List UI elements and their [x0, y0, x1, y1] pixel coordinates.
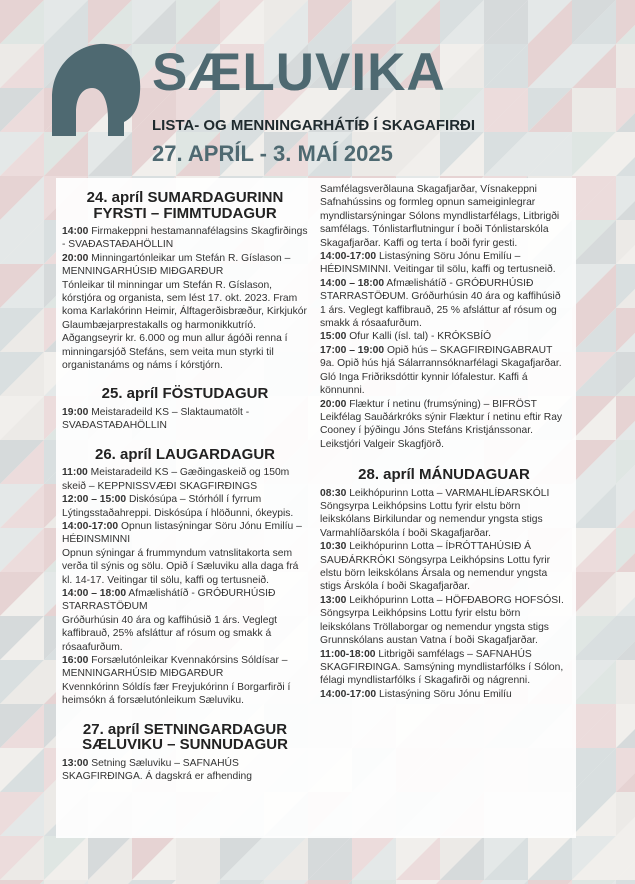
- event-text: Flæktur í netinu (frumsýning) – BIFRÖST Leikfélag Sauðárkróks sýnir Flæktur í netinu eftir Ray Cooney í þýðingu Jóns Stefáns Kristjánssonar. Leikstjóri Valgeir Skagfjörð.: [320, 398, 563, 450]
- page-title: SÆLUVIKA: [152, 43, 446, 102]
- event-time: 14:00: [62, 226, 89, 237]
- event-time: 14:00 – 18:00: [320, 277, 385, 289]
- day-heading: 25. apríl FÖSTUDAGUR: [101, 385, 269, 403]
- event-text: Listasýning Söru Jónu Emilíu: [376, 688, 512, 700]
- event-time: 13:00: [62, 757, 89, 769]
- event-text: Listasýning Söru Jónu Emilíu – HÉÐINSMINNI. Veitingar til sölu, kaffi og tertusneið.: [320, 251, 556, 276]
- event-time: 10:30: [320, 541, 347, 553]
- event-text: Leikhópurinn Lotta – HÖFÐABORG HOFSÓSI. Söngsyrpa Leikhópsins Lottu fyrir elstu börn leikskólans Tröllaborgar og nemendur yngsta stigs Grunnskólans austan Vatna í boði Skagafjarðar.: [320, 594, 564, 647]
- day-heading: 28. apríl MÁNUDAGUAR: [358, 466, 530, 484]
- event-time: 14:00 – 18:00: [62, 587, 127, 599]
- event-text: Diskósúpa – Stórhóll í fyrrum Lýtingsstaðahreppi. Diskósúpa í hlöðunni, ókeypis.: [62, 494, 294, 519]
- event-item: [62, 757, 308, 784]
- event-text: Opið hús – SKAGFIRÐINGABRAUT 9a. Opið hús hjá Sálarrannsóknarfélagi Skagafjarðar. Gló Inga Friðriksdóttir kynnir lófalestur. Kaffi á könnunni.: [320, 344, 562, 397]
- event-time: 11:00: [62, 467, 88, 479]
- event-text: Samfélagsverðlauna Skagafjarðar, Vísnakeppni Safnahússins og formleg opnun sameiginlegrar myndlistarsýningar Sólons myndlistarfélags, Litbrigði samfélags. Tónlistarflutningur í boði Tónlistarskóla Skagafjarðar. Kaffi og terta í boði fyrir gesti.: [320, 184, 560, 249]
- event-item: [62, 466, 308, 493]
- event-text: Meistaradeild KS – Gæðingaskeið og 150m skeið – KEPPNISSVÆÐI SKAGFIRÐINGS: [62, 467, 290, 492]
- event-text: Setning Sæluviku – SAFNAHÚS SKAGFIRÐINGA. Á dagskrá er afhending: [62, 757, 253, 782]
- event-text: Opnun listasýningar Söru Jónu Emilíu – HÉÐINSMINNI: [62, 520, 302, 546]
- event-text: Afmælishátíð - GRÓÐURHÚSIÐ STARRASTÖÐUM: [62, 587, 276, 613]
- event-item: [320, 183, 568, 250]
- event-item: [320, 594, 568, 648]
- event-item: [62, 614, 308, 654]
- event-time: 14:00-17:00: [320, 251, 377, 263]
- event-item: [320, 277, 568, 331]
- event-item: [62, 279, 308, 373]
- day-heading: 24. apríl SUMARDAGURINN FYRSTI – FIMMTUDAGUR: [86, 189, 284, 222]
- event-text: Meistaradeild KS – Slaktaumatölt - SVAÐASTAÐAHÖLLIN: [62, 406, 250, 432]
- event-time: 12:00 – 15:00: [62, 494, 127, 506]
- event-time: 20:00: [320, 398, 347, 410]
- event-item: [62, 252, 308, 279]
- event-text: Ofur Kalli (ísl. tal) - KRÓKSBÍÓ: [346, 331, 492, 343]
- event-item: [62, 493, 308, 520]
- page-subtitle: LISTA- OG MENNINGARHÁTÍÐ Í SKAGAFIRÐI: [152, 117, 476, 134]
- event-time: 15:00: [320, 331, 347, 343]
- event-item: [320, 398, 568, 452]
- logo-icon: [44, 40, 144, 140]
- event-text: Afmælishátíð - GRÓÐURHÚSIÐ STARRASTÖÐUM. Gróðurhúsin 40 ára og kaffihúsið 1 árs. Veglegt kaffibrauð, 25 % afsláttur af rósum og smakk á rósaafurðum.: [320, 277, 561, 330]
- event-item: [62, 587, 308, 614]
- event-time: 19:00: [62, 406, 89, 418]
- event-item: [320, 250, 568, 277]
- event-text: Opnun sýningar á frummyndum vatnslitakorta sem verða til sýnis og sölu. Opið í Sæluviku alla daga frá kl. 14-17. Veitingar til sölu, kaffi og tertusneið.: [62, 547, 299, 586]
- event-item: [62, 225, 308, 252]
- event-time: 17:00 – 19:00: [320, 344, 385, 356]
- event-item: [62, 406, 308, 433]
- day-heading: 27. apríl SETNINGARDAGUR SÆLUVIKU – SUNNUDAGUR: [82, 720, 288, 754]
- event-time: 20:00: [62, 252, 89, 264]
- event-item: [62, 547, 308, 587]
- event-text: Gróðurhúsin 40 ára og kaffihúsið 1 árs. Veglegt kaffibrauð, 25% afsláttur af rósum og smakk á rósaafurðum.: [62, 614, 278, 653]
- festival-dates: 27. APRÍL - 3. MAÍ 2025: [152, 141, 393, 166]
- event-time: 14:00-17:00: [62, 520, 119, 532]
- event-item: [320, 648, 568, 688]
- event-item: [320, 540, 568, 594]
- event-text: Firmakeppni hestamannafélagsins Skagfirðings - SVAÐASTAÐAHÖLLIN: [62, 226, 308, 251]
- event-text: Leikhópurinn Lotta – ÍÞRÓTTAHÚSIÐ Á SAUÐÁRKRÓKI Söngsyrpa Leikhópsins Lottu fyrir elstu börn leikskólans Ársala og nemendur yngsta stigs Árskóla í boði Skagafjarðar.: [320, 541, 551, 593]
- event-item: [62, 520, 308, 547]
- event-item: [320, 688, 568, 701]
- event-time: 08:30: [320, 487, 347, 499]
- event-time: 11:00-18:00: [320, 648, 376, 660]
- event-time: 13:00: [320, 594, 347, 606]
- event-item: [320, 344, 568, 398]
- event-text: Minningartónleikar um Stefán R. Gíslason – MENNINGARHÚSIÐ MIÐGARÐUR: [62, 252, 291, 278]
- event-text: Tónleikar til minningar um Stefán R. Gíslason, kórstjóra og organista, sem lést 17. okt. 2023. Fram koma Karlakórinn Heimir, Álftagerðisbræður, Kirkjukór Glaumbæjarprestakalls og harmonikkutríó. Aðgangseyrir kr. 6.000 og mun allur ágóði renna í minningarsjóð Stefáns, sem veita mun styrki til organistanáms og náms í kórstjórn.: [62, 279, 307, 372]
- event-text: Litbrigði samfélags – SAFNAHÚS SKAGFIRÐINGA. Samsýning myndlistarfólks í Sólon, félagi myndlistarfólks í Skagafirði og nágrenni.: [320, 648, 564, 687]
- right-column: [320, 183, 568, 711]
- event-item: [320, 330, 568, 343]
- event-time: 16:00: [62, 654, 89, 666]
- event-text: Leikhópurinn Lotta – VARMAHLÍÐARSKÓLI Söngsyrpa Leikhópsins Lottu fyrir elstu börn leikskólans Birkilundar og nemendur yngsta stigs Varmahlíðarskóla í boði Skagafjarðar.: [320, 487, 550, 539]
- day-heading: 26. apríl LAUGARDAGUR: [94, 445, 276, 463]
- left-column: [62, 186, 308, 793]
- event-text: Forsælutónleikar Kvennakórsins Sóldísar – MENNINGARHÚSIÐ MIÐGARÐUR: [62, 654, 288, 680]
- event-item: [62, 681, 308, 708]
- event-item: [62, 654, 308, 681]
- event-text: Kvennkórinn Sóldís fær Freyjukórinn í Borgarfirði í heimsókn á forsælutónleikum Sæluviku.: [62, 681, 291, 707]
- event-time: 14:00-17:00: [320, 688, 377, 700]
- event-item: [320, 487, 568, 541]
